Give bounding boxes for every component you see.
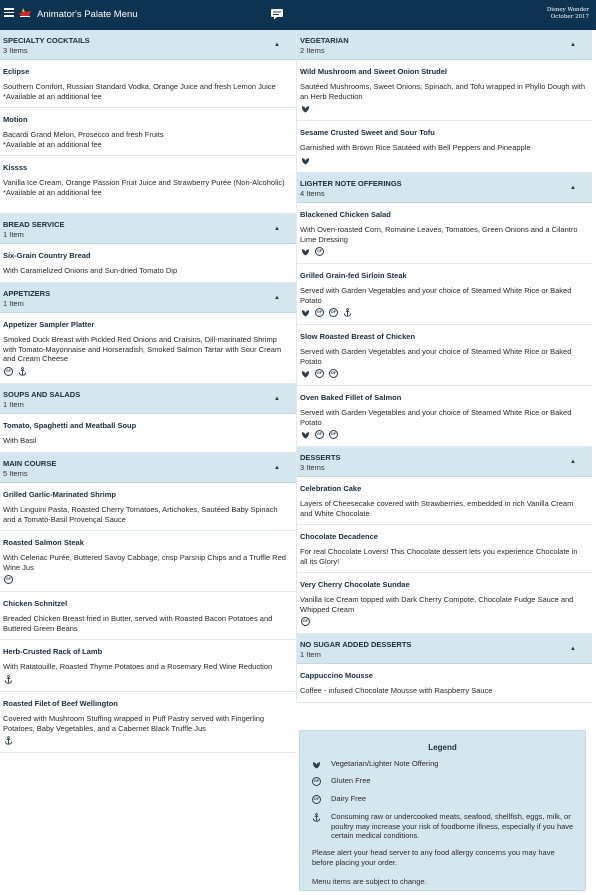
gluten-free-icon: GF [301,617,310,626]
section-title: APPETIZERS [3,289,51,298]
gluten-free-icon: GF [315,308,324,317]
menu-item-description: Vanilla Ice Cream topped with Dark Cherry Compote, Chocolate Fudge Sauce and Whipped Cream [300,595,574,614]
menu-item-name: Blackened Chicken Salad [300,210,391,219]
menu-item-blackened-chicken-salad[interactable] [297,203,592,264]
vegetarian-icon [301,308,310,317]
section-item-count: 1 Item [3,400,24,409]
section-title: SOUPS AND SALADS [3,390,81,399]
anchor-icon [312,813,321,822]
menu-item-description: Garnished with Brown Rice Sautéed with Bell Peppers and Pineapple [300,143,531,152]
menu-item-name: Appetizer Sampler Platter [3,320,95,329]
legend-entry-vegetarian [312,759,576,769]
section-header-no-sugar-added-desserts[interactable] [297,634,592,664]
section-item-count: 3 Items [300,463,325,472]
top-bar [0,0,596,30]
menu-item-celebration-cake[interactable] [297,477,592,525]
dietary-icons [301,104,310,113]
menu-item-name: Sesame Crusted Sweet and Sour Tofu [300,128,435,137]
dairy-free-icon: DF [329,308,338,317]
collapse-chevron-icon[interactable]: ▲ [570,459,576,465]
menu-item-name: Chocolate Decadence [300,532,378,541]
section-item-count: 1 Item [3,299,24,308]
section-item-count: 1 Item [300,650,321,659]
cruise-ship-logo [18,7,32,19]
legend-text: Consuming raw or undercooked meats, seafood, shellfish, eggs, milk, or poultry may increase your risk of foodborne illness, especially if you have certain medical conditions. [331,812,574,840]
menu-item-grilled-garlic-marinated-shrimp[interactable] [0,483,296,531]
menu-item-sesame-crusted-sweet-and-sour-tofu[interactable] [297,121,592,173]
dietary-icons [4,575,13,584]
section-header-specialty-cocktails[interactable] [0,30,296,60]
menu-item-description: Coffee - infused Chocolate Mousse with Raspberry Sauce [300,686,493,695]
menu-item-description: Served with Garden Vegetables and your choice of Steamed White Rice or Baked Potato [300,347,572,366]
menu-item-description: Served with Garden Vegetables and your choice of Steamed White Rice or Baked Potato [300,408,572,427]
menu-item-name: Grilled Garlic-Marinated Shrimp [3,490,116,499]
legend-text: Dairy Free [331,794,367,803]
section-item-count: 5 Items [3,469,28,478]
menu-item-description: Southern Comfort, Russian Standard Vodka, Orange Juice and fresh Lemon Juice *Available at an additional fee [3,82,276,101]
menu-item-very-cherry-chocolate-sundae[interactable] [297,573,592,634]
section-title: BREAD SERVICE [3,220,65,229]
legend-text: Gluten Free [331,776,371,785]
menu-item-name: Very Cherry Chocolate Sundae [300,580,410,589]
menu-item-name: Kissss [3,163,28,172]
menu-item-eclipse[interactable] [0,60,296,108]
collapse-chevron-icon[interactable]: ▲ [570,185,576,191]
menu-item-description: With Basil [3,436,37,445]
menu-item-description: Breaded Chicken Breast fried in Butter, served with Roasted Bacon Potatoes and Buttered Green Beans [3,614,273,633]
menu-item-description: With Caramelized Onions and Sun-dried Tomato Dip [3,266,178,275]
menu-item-roasted-filet-of-beef-wellington[interactable] [0,692,296,753]
collapse-chevron-icon[interactable]: ▲ [570,42,576,48]
menu-item-name: Herb-Crusted Rack of Lamb [3,647,103,656]
menu-item-description: Covered with Mushroom Stuffing wrapped in Puff Pastry served with Fingerling Potatoes, Baby Vegetables, and a Cabernet Black Truffle Jus [3,714,265,733]
menu-item-herb-crusted-rack-of-lamb[interactable] [0,640,296,692]
section-header-soups-and-salads[interactable] [0,384,296,414]
anchor-icon [343,308,352,317]
gluten-free-icon: GF [315,369,324,378]
change-note: Menu items are subject to change. [312,877,427,886]
menu-item-description: With Oven-roasted Corn, Romaine Leaves, Tomatoes, Green Onions and a Cilantro Lime Dressing [300,225,578,244]
vegetarian-icon [312,760,321,769]
section-title: DESSERTS [300,453,341,462]
menu-item-name: Celebration Cake [300,484,362,493]
menu-item-name: Oven Baked Fillet of Salmon [300,393,402,402]
menu-item-slow-roasted-breast-of-chicken[interactable] [297,325,592,386]
legend-text: Vegetarian/Lighter Note Offering [331,759,439,768]
menu-item-description: Bacardi Grand Melon, Prosecco and fresh Fruits *Available at an additional fee [3,130,164,149]
menu-item-name: Slow Roasted Breast of Chicken [300,332,416,341]
legend-title: Legend [428,743,457,752]
anchor-icon [4,675,13,684]
menu-item-name: Six-Grain Country Bread [3,251,91,260]
section-title: NO SUGAR ADDED DESSERTS [300,640,412,649]
section-item-count: 4 Items [300,189,325,198]
menu-item-name: Wild Mushroom and Sweet Onion Strudel [300,67,448,76]
dietary-icons [301,430,338,439]
section-title: MAIN COURSE [3,459,57,468]
section-item-count: 1 Item [3,230,24,239]
gluten-free-icon: GF [312,777,321,786]
menu-item-appetizer-sampler-platter[interactable] [0,313,296,384]
menu-column-left [0,30,296,753]
section-header-vegetarian[interactable] [297,30,592,60]
menu-item-description: With Linguini Pasta, Roasted Cherry Tomatoes, Artichokes, Sautéed Baby Spinach and a Tomato-Basil Provençal Sauce [3,505,278,524]
menu-item-name: Roasted Salmon Steak [3,538,84,547]
vegetarian-icon [301,104,310,113]
menu-item-name: Tomato, Spaghetti and Meatball Soup [3,421,137,430]
menu-item-description: For real Chocolate Lovers! This Chocolate dessert lets you experience Chocolate in all its Glory! [300,547,578,566]
collapse-chevron-icon[interactable]: ▲ [274,226,280,232]
section-header-bread-service[interactable] [0,214,296,244]
dietary-icons [4,675,13,684]
anchor-icon [4,736,13,745]
dietary-icons [4,367,27,376]
section-header-lighter-note-offerings[interactable] [297,173,592,203]
menu-item-kissss[interactable] [0,156,296,214]
gluten-free-icon: GF [4,367,13,376]
menu-item-description: Served with Garden Vegetables and your choice of Steamed White Rice or Baked Potato [300,286,572,305]
gluten-free-icon: GF [4,575,13,584]
allergy-note: Please alert your head server to any food allergy concerns you may have before placing your order. [312,848,555,867]
brand-line-2: October 2017 [550,14,589,20]
menu-item-name: Eclipse [3,67,30,76]
dairy-free-icon: DF [329,369,338,378]
app-title: Animator's Palate Menu [37,9,138,20]
vegetarian-icon [301,156,310,165]
section-title: LIGHTER NOTE OFFERINGS [300,179,402,188]
menu-item-chocolate-decadence[interactable] [297,525,592,573]
menu-item-cappuccino-mousse[interactable] [297,664,592,703]
collapse-chevron-icon[interactable]: ▲ [274,295,280,301]
collapse-chevron-icon[interactable]: ▲ [274,465,280,471]
legend-panel [299,730,586,891]
legend-entry-gluten-free [312,776,576,786]
menu-item-description: Layers of Cheesecake covered with Strawberries, embedded in rich Vanilla Cream and White Chocolate [300,499,574,518]
menu-item-six-grain-country-bread[interactable] [0,244,296,283]
gluten-free-icon: GF [315,430,324,439]
section-item-count: 2 Items [300,46,325,55]
menu-item-description: Vanilla Ice Cream, Orange Passion Fruit Juice and Strawberry Purée (Non-Alcoholic) *Available at an additional fee [3,178,285,197]
section-title: SPECIALTY COCKTAILS [3,36,90,45]
legend-entry-raw-food-warning [312,812,576,841]
collapse-chevron-icon[interactable]: ▲ [570,646,576,652]
menu-column-right [296,30,592,703]
section-header-appetizers[interactable] [0,283,296,313]
collapse-chevron-icon[interactable]: ▲ [274,42,280,48]
anchor-icon [18,367,27,376]
menu-item-description: With Ratatouille, Roasted Thyme Potatoes and a Rosemary Red Wine Reduction [3,662,273,671]
ship-brand [547,7,589,21]
brand-line-1: Disney Wonder [546,7,589,13]
section-title: VEGETARIAN [300,36,349,45]
dietary-icons [4,736,13,745]
dietary-icons [301,369,338,378]
menu-item-wild-mushroom-and-sweet-onion-strudel[interactable] [297,60,592,121]
menu-item-chicken-schnitzel[interactable] [0,592,296,640]
hamburger-menu-icon[interactable] [4,8,14,17]
menu-item-name: Roasted Filet of Beef Wellington [3,699,118,708]
dairy-free-icon: DF [312,795,321,804]
menu-item-name: Cappuccino Mousse [300,671,373,680]
menu-item-roasted-salmon-steak[interactable] [0,531,296,592]
legend-entry-dairy-free [312,794,576,804]
chat-icon[interactable] [270,8,284,20]
menu-item-name: Chicken Schnitzel [3,599,68,608]
section-item-count: 3 Items [3,46,28,55]
menu-item-motion[interactable] [0,108,296,156]
menu-item-tomato-spaghetti-and-meatball-soup[interactable] [0,414,296,453]
menu-item-name: Motion [3,115,28,124]
menu-item-name: Grilled Grain-fed Sirloin Steak [300,271,407,280]
vegetarian-icon [301,247,310,256]
gluten-free-icon: GF [315,247,324,256]
menu-item-description: Smoked Duck Breast with Pickled Red Onions and Craisins, Dill-marinated Shrimp with Tomato-Mayonnaise and Horseradish, Smoked Salmon Tartar with Sour Cream and Cream Cheese [3,335,282,363]
dietary-icons [301,617,310,626]
dietary-icons [301,247,324,256]
vegetarian-icon [301,369,310,378]
menu-item-description: With Celeriac Purée, Buttered Savoy Cabbage, crisp Parsnip Chips and a Truffle Red Wine Jus [3,553,286,572]
menu-item-oven-baked-fillet-of-salmon[interactable] [297,386,592,447]
section-header-main-course[interactable] [0,453,296,483]
dietary-icons [301,156,310,165]
dairy-free-icon: DF [329,430,338,439]
menu-item-description: Sautéed Mushrooms, Sweet Onions, Spinach, and Tofu wrapped in Phyllo Dough with an Herb Reduction [300,82,586,101]
section-header-desserts[interactable] [297,447,592,477]
dietary-icons [301,308,352,317]
collapse-chevron-icon[interactable]: ▲ [274,396,280,402]
menu-item-grilled-grain-fed-sirloin-steak[interactable] [297,264,592,325]
vegetarian-icon [301,430,310,439]
